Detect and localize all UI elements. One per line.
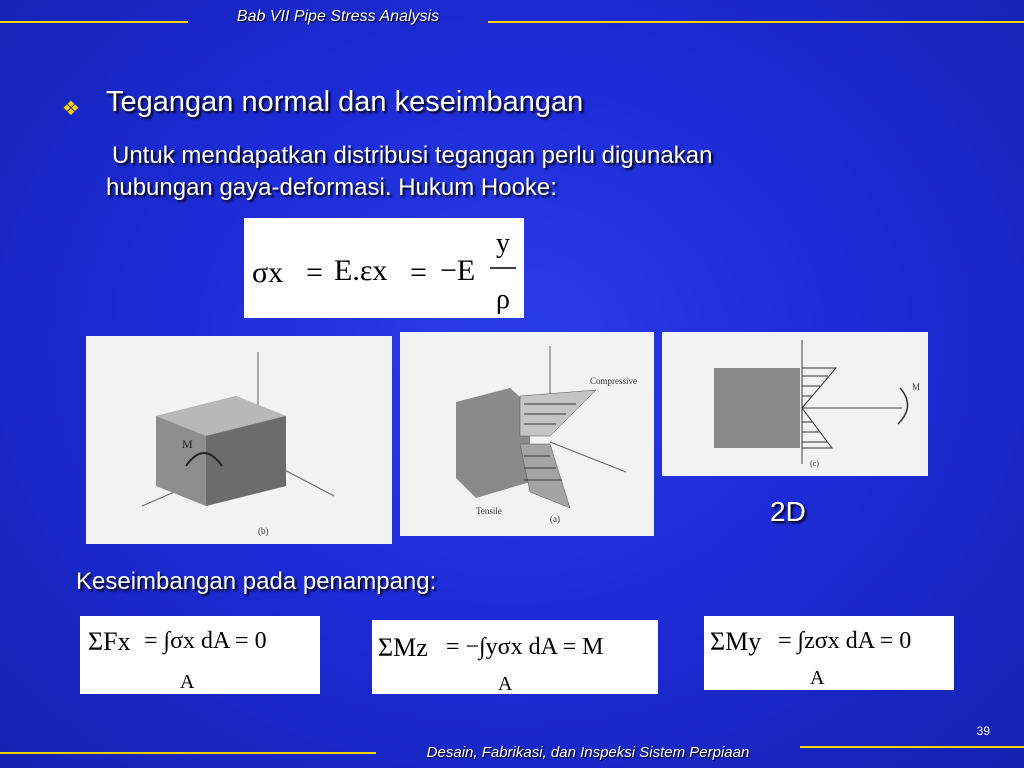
formula-neg-e: −E	[440, 254, 476, 287]
header-rule-left	[0, 21, 188, 23]
formula-equals-1: =	[306, 256, 323, 289]
cube-moment-label: M	[182, 437, 193, 451]
stress-2d-drawing	[662, 332, 928, 476]
header-title: Bab VII Pipe Stress Analysis	[236, 8, 440, 25]
equation-mz-rhs: = −∫yσx dA = M	[446, 634, 604, 660]
equation-fx-box	[80, 616, 320, 694]
hooke-formula	[244, 218, 524, 318]
equation-my-lhs: ΣMy	[710, 627, 762, 656]
equation-fx-sub: A	[180, 671, 195, 693]
stress-3d-caption: (a)	[550, 514, 560, 524]
footer-rule-right	[800, 746, 1024, 748]
equation-my-box	[704, 616, 954, 690]
equation-mz-lhs: ΣMz	[378, 633, 428, 662]
equation-my	[704, 616, 954, 690]
intro-line-1: Untuk mendapatkan distribusi tegangan perlu digunakan	[112, 142, 713, 169]
hooke-formula-box	[244, 218, 524, 318]
equation-my-sub: A	[810, 667, 825, 689]
formula-sigma-x: σx	[252, 256, 284, 289]
cube-caption: (b)	[258, 526, 269, 536]
equation-mz-box	[372, 620, 658, 694]
equilibrium-heading: Keseimbangan pada penampang:	[76, 568, 437, 595]
figure-cube-moment	[86, 336, 392, 544]
page-number: 39	[976, 724, 990, 738]
header-rule-right	[488, 21, 1024, 23]
intro-paragraph	[106, 140, 846, 204]
footer-title: Desain, Fabrikasi, dan Inspeksi Sistem Perpiaan	[426, 744, 750, 761]
equation-fx-rhs: = ∫σx dA = 0	[144, 628, 267, 654]
equation-mz-sub: A	[498, 673, 513, 694]
diamond-bullet-icon: ❖	[62, 98, 80, 120]
intro-line-2: hubungan gaya-deformasi. Hukum Hooke:	[106, 174, 557, 201]
equation-fx-lhs: ΣFx	[88, 627, 131, 656]
figure-stress-2d	[662, 332, 928, 476]
compressive-label: Compressive	[590, 376, 637, 386]
formula-denominator: ρ	[496, 284, 510, 315]
formula-e-epsilon: E.εx	[334, 254, 388, 287]
slide-heading: Tegangan normal dan keseimbangan	[106, 86, 584, 118]
cube-moment-drawing	[86, 336, 392, 544]
equation-my-rhs: = ∫zσx dA = 0	[778, 628, 912, 654]
equation-mz	[372, 620, 658, 694]
formula-equals-2: =	[410, 256, 427, 289]
formula-numerator: y	[496, 228, 510, 259]
footer-rule-left	[0, 752, 376, 754]
stress-2d-caption: (c)	[810, 459, 819, 468]
stress-2d-moment-label: M	[912, 382, 921, 392]
stress-3d-drawing	[400, 332, 654, 536]
figure-stress-3d	[400, 332, 654, 536]
tensile-label: Tensile	[476, 506, 502, 516]
equation-fx	[80, 616, 320, 694]
label-2d: 2D	[770, 496, 806, 527]
